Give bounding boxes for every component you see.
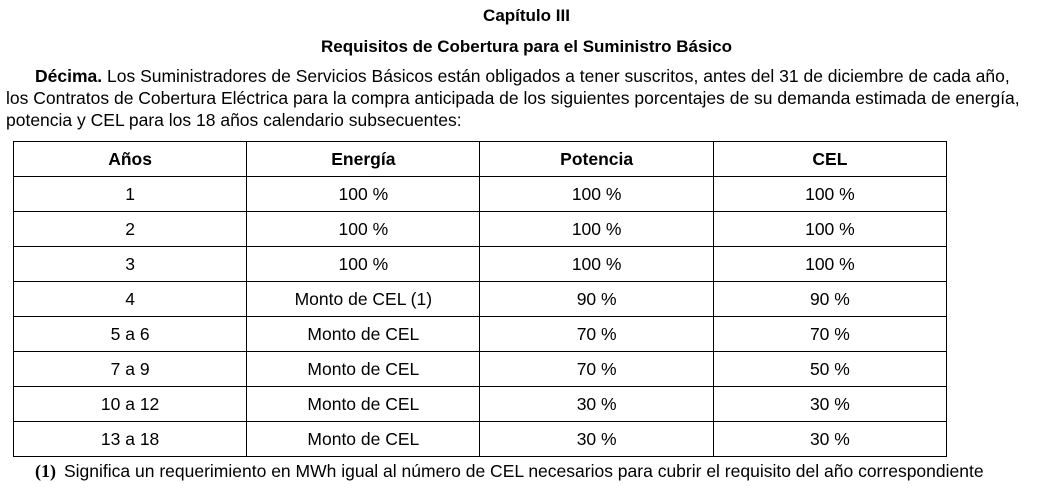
header-power: Potencia (480, 142, 713, 177)
paragraph-line-2: los Contratos de Cobertura Eléctrica para la compra anticipada de los siguientes porcentajes de su demanda estimada de energía, (6, 88, 1020, 108)
cell-cel: 100 % (713, 177, 946, 212)
footnote (35, 460, 984, 482)
table-header-row (14, 142, 947, 177)
cell-years: 7 a 9 (14, 352, 247, 387)
body-paragraph (6, 65, 1050, 131)
cell-energy: Monto de CEL (247, 317, 480, 352)
table-row (14, 282, 947, 317)
cell-energy: 100 % (247, 247, 480, 282)
table-row (14, 352, 947, 387)
cell-cel: 90 % (713, 282, 946, 317)
cell-energy: 100 % (247, 177, 480, 212)
cell-energy: Monto de CEL (247, 387, 480, 422)
paragraph-line-1 (6, 65, 1050, 87)
section-title: Requisitos de Cobertura para el Suministro Básico (321, 37, 732, 56)
table-row (14, 247, 947, 282)
cell-power: 100 % (480, 212, 713, 247)
cell-energy: Monto de CEL (247, 352, 480, 387)
cell-cel: 30 % (713, 422, 946, 457)
cell-cel: 100 % (713, 247, 946, 282)
cell-power: 30 % (480, 387, 713, 422)
table-row (14, 387, 947, 422)
cell-cel: 50 % (713, 352, 946, 387)
cell-energy: 100 % (247, 212, 480, 247)
cell-cel: 30 % (713, 387, 946, 422)
header-years: Años (14, 142, 247, 177)
cell-years: 2 (14, 212, 247, 247)
footnote-mark: (1) (35, 461, 56, 481)
cell-power: 100 % (480, 247, 713, 282)
cell-energy: Monto de CEL (1) (247, 282, 480, 317)
cell-years: 13 a 18 (14, 422, 247, 457)
cell-cel: 70 % (713, 317, 946, 352)
cell-years: 10 a 12 (14, 387, 247, 422)
cell-years: 5 a 6 (14, 317, 247, 352)
table-row (14, 317, 947, 352)
header-cel: CEL (713, 142, 946, 177)
cell-power: 30 % (480, 422, 713, 457)
cell-years: 4 (14, 282, 247, 317)
paragraph-lead: Décima. (35, 66, 103, 86)
cell-power: 70 % (480, 352, 713, 387)
cell-power: 90 % (480, 282, 713, 317)
header-energy: Energía (247, 142, 480, 177)
cell-energy: Monto de CEL (247, 422, 480, 457)
cell-cel: 100 % (713, 212, 946, 247)
table-row (14, 212, 947, 247)
table-row (14, 422, 947, 457)
cell-power: 70 % (480, 317, 713, 352)
cell-years: 3 (14, 247, 247, 282)
footnote-text: Significa un requerimiento en MWh igual al número de CEL necesarios para cubrir el requisito del año correspondiente (64, 461, 984, 481)
cell-years: 1 (14, 177, 247, 212)
cell-power: 100 % (480, 177, 713, 212)
coverage-requirements-table (13, 141, 947, 457)
paragraph-line-3: potencia y CEL para los 18 años calendario subsecuentes: (6, 110, 462, 130)
table-row (14, 177, 947, 212)
paragraph-text-1: Los Suministradores de Servicios Básicos están obligados a tener suscritos, antes del 31 de diciembre de cada año, (102, 66, 1010, 86)
chapter-title: Capítulo III (483, 6, 570, 25)
